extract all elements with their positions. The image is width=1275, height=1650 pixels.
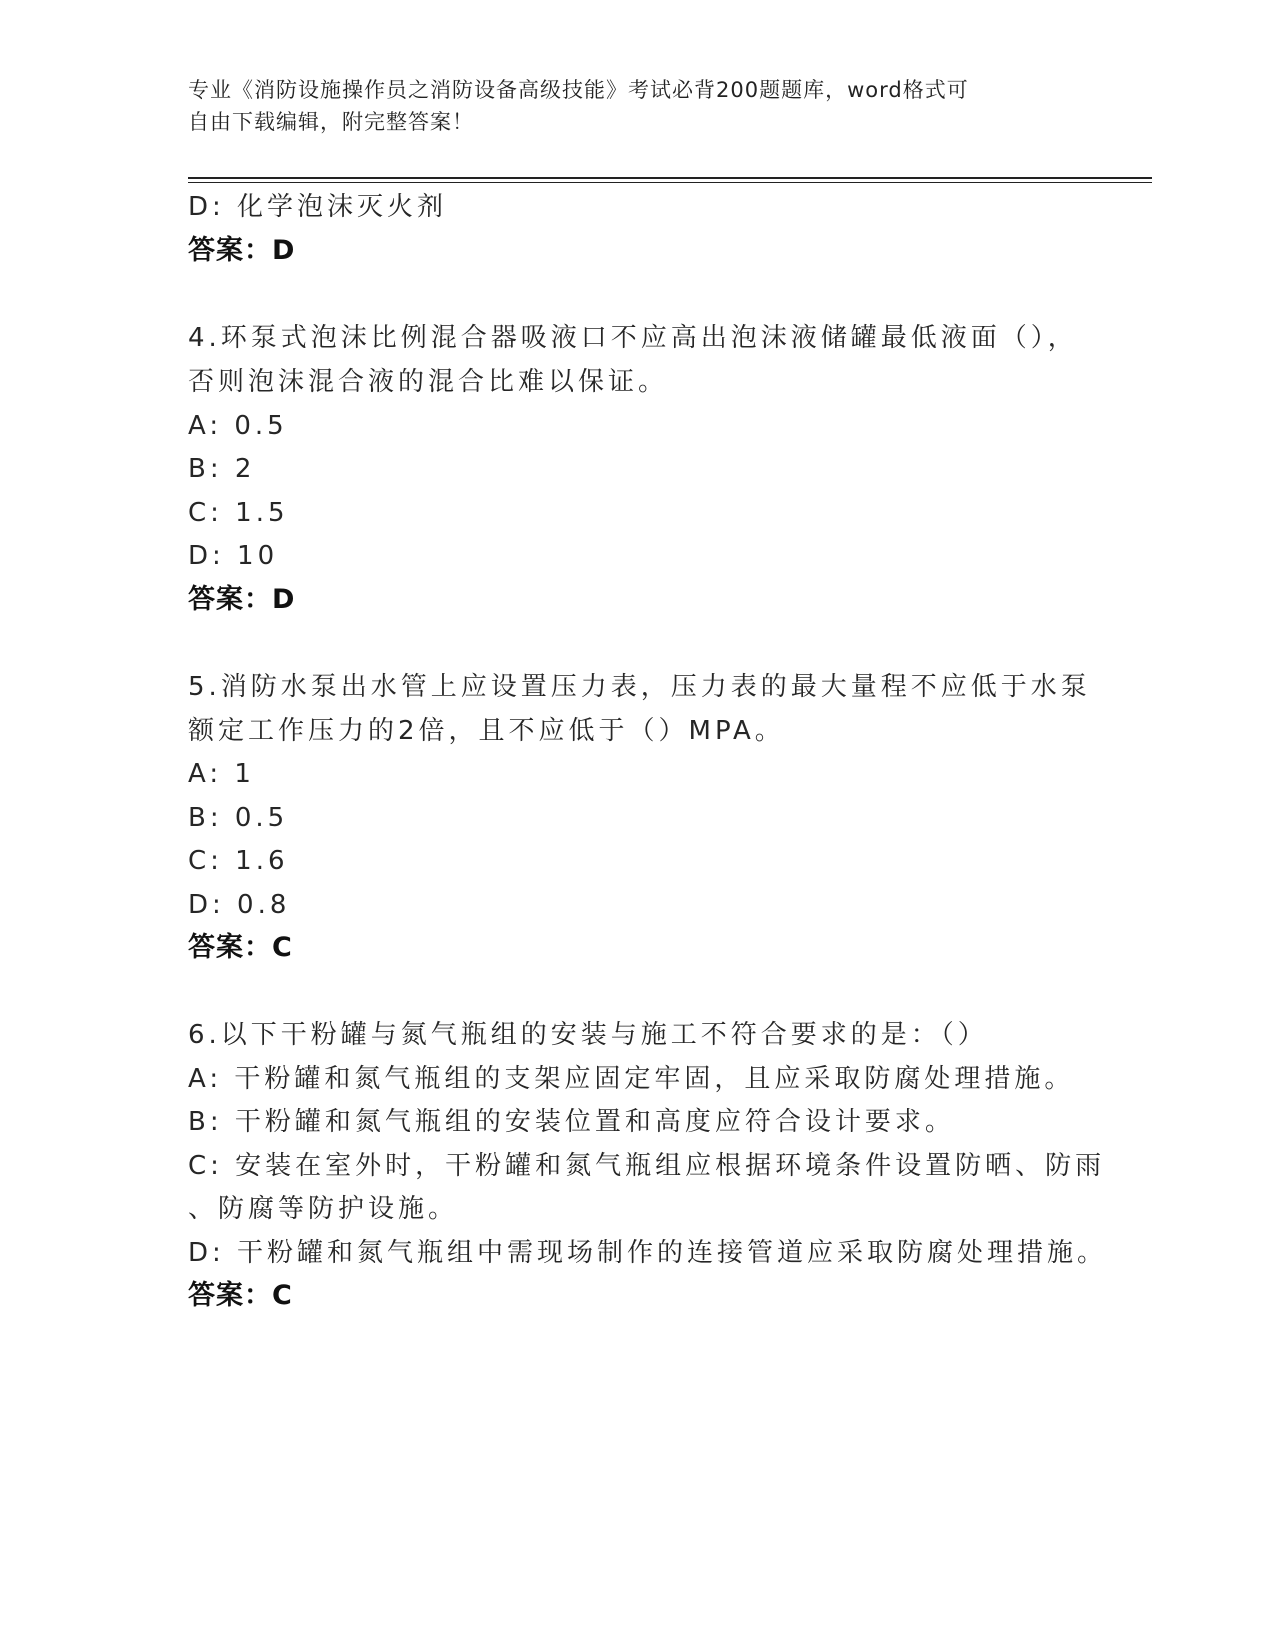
q6-answer: 答案：C (188, 1280, 293, 1311)
header-divider-thick (188, 177, 1152, 179)
q5-option-c: C: 1.6 (188, 846, 289, 876)
header-divider-thin (188, 182, 1152, 183)
q4-option-a: A: 0.5 (188, 411, 288, 441)
header-line-2: 自由下载编辑，附完整答案！ (188, 110, 474, 134)
q5-option-a: A: 1 (188, 759, 255, 789)
q3-answer: 答案：D (188, 235, 296, 266)
q5-answer: 答案：C (188, 932, 293, 963)
q6-option-a: A: 干粉罐和氮气瓶组的支架应固定牢固，且应采取防腐处理措施。 (188, 1064, 1075, 1094)
q6-stem: 6.以下干粉罐与氮气瓶组的安装与施工不符合要求的是：（） (188, 1020, 988, 1050)
q3-option-d: D: 化学泡沫灭火剂 (188, 192, 448, 222)
document-header (188, 74, 1068, 138)
q4-option-c: C: 1.5 (188, 498, 289, 528)
q4-option-d: D: 10 (188, 541, 279, 571)
q6-option-b: B: 干粉罐和氮气瓶组的安装位置和高度应符合设计要求。 (188, 1107, 955, 1137)
q5-option-d: D: 0.8 (188, 890, 291, 920)
q4-answer: 答案：D (188, 584, 296, 615)
q5-stem-line-1: 5.消防水泵出水管上应设置压力表，压力表的最大量程不应低于水泵 (188, 672, 1091, 702)
q4-option-b: B: 2 (188, 454, 256, 484)
header-line-1: 专业《消防设施操作员之消防设备高级技能》考试必背200题题库，word格式可 (188, 78, 969, 102)
q5-stem-line-2: 额定工作压力的2倍，且不应低于（）MPA。 (188, 716, 785, 746)
q6-option-d: D: 干粉罐和氮气瓶组中需现场制作的连接管道应采取防腐处理措施。 (188, 1238, 1108, 1268)
q4-stem-line-1: 4.环泵式泡沫比例混合器吸液口不应高出泡沫液储罐最低液面（）， (188, 323, 1078, 353)
q4-stem-line-2: 否则泡沫混合液的混合比难以保证。 (188, 367, 669, 397)
q5-option-b: B: 0.5 (188, 803, 289, 833)
q6-option-c-line-1: C: 安装在室外时，干粉罐和氮气瓶组应根据环境条件设置防晒、防雨 (188, 1151, 1106, 1181)
q6-option-c-line-2: 、防腐等防护设施。 (188, 1194, 459, 1224)
